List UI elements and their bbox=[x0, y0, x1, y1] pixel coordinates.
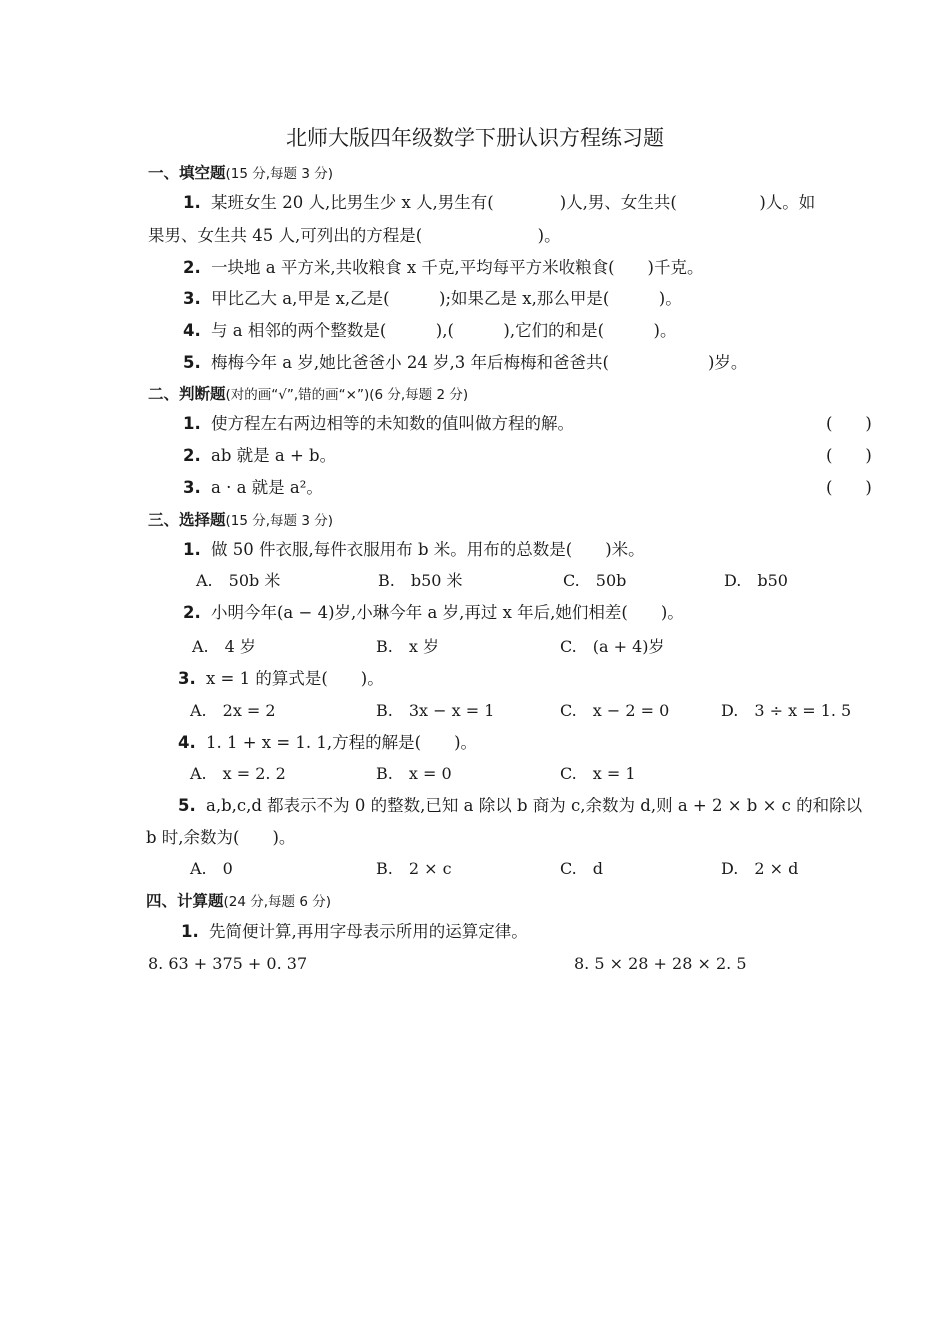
question-4-1 bbox=[181, 921, 528, 943]
section-note: (15 分,每题 3 分) bbox=[225, 166, 333, 182]
question-1-2 bbox=[183, 257, 704, 279]
question-text: 甲比乙大 a,甲是 x,乙是( );如果乙是 x,那么甲是( )。 bbox=[211, 289, 682, 308]
question-number: 1. bbox=[181, 922, 199, 941]
question-number: 4. bbox=[183, 321, 201, 340]
option-b: B. x = 0 bbox=[376, 764, 452, 783]
question-number: 1. bbox=[183, 193, 201, 212]
option-b: B. 2 × c bbox=[376, 859, 452, 878]
option-d: D. 2 × d bbox=[721, 859, 799, 878]
question-text: 某班女生 20 人,比男生少 x 人,男生有( )人,男、女生共( )人。如 bbox=[211, 193, 816, 212]
question-number: 2. bbox=[183, 258, 201, 277]
question-text: a · a 就是 a²。 bbox=[211, 478, 323, 497]
question-text: 使方程左右两边相等的未知数的值叫做方程的解。 bbox=[211, 414, 574, 433]
question-3-5-continued: b 时,余数为( )。 bbox=[146, 828, 296, 847]
section-note: (15 分,每题 3 分) bbox=[225, 513, 333, 529]
option-a: A. 0 bbox=[190, 859, 233, 878]
question-number: 3. bbox=[178, 669, 196, 688]
answer-paren: ( ) bbox=[826, 414, 872, 433]
option-c: C. (a + 4)岁 bbox=[560, 637, 665, 656]
section-note: (对的画“√”,错的画“×”)(6 分,每题 2 分) bbox=[225, 387, 469, 403]
option-a: A. 4 岁 bbox=[192, 637, 256, 656]
question-number: 2. bbox=[183, 446, 201, 465]
question-number: 5. bbox=[183, 353, 201, 372]
question-number: 1. bbox=[183, 414, 201, 433]
question-text: 先简便计算,再用字母表示所用的运算定律。 bbox=[209, 922, 528, 941]
option-c: C. 50b bbox=[563, 571, 627, 590]
option-a: A. 2x = 2 bbox=[190, 701, 276, 720]
question-number: 5. bbox=[178, 796, 196, 815]
question-1-3 bbox=[183, 288, 682, 310]
section-judgement-heading bbox=[148, 383, 468, 406]
section-calculation-heading bbox=[146, 890, 331, 913]
question-1-4 bbox=[183, 320, 676, 342]
calc-expression-2: 8. 5 × 28 + 28 × 2. 5 bbox=[574, 954, 747, 973]
option-b: B. x 岁 bbox=[376, 637, 439, 656]
question-text: 与 a 相邻的两个整数是( ),( ),它们的和是( )。 bbox=[211, 321, 677, 340]
question-text: 小明今年(a − 4)岁,小琳今年 a 岁,再过 x 年后,她们相差( )。 bbox=[211, 603, 684, 622]
question-1-1 bbox=[183, 192, 815, 214]
option-b: B. 3x − x = 1 bbox=[376, 701, 495, 720]
question-number: 3. bbox=[183, 478, 201, 497]
question-text: x = 1 的算式是( )。 bbox=[206, 669, 384, 688]
question-2-3 bbox=[183, 477, 323, 499]
question-number: 3. bbox=[183, 289, 201, 308]
option-a: A. x = 2. 2 bbox=[190, 764, 286, 783]
question-text: 做 50 件衣服,每件衣服用布 b 米。用布的总数是( )米。 bbox=[211, 540, 645, 559]
question-number: 2. bbox=[183, 603, 201, 622]
option-d: D. b50 bbox=[724, 571, 788, 590]
question-number: 1. bbox=[183, 540, 201, 559]
section-title: 三、选择题 bbox=[148, 511, 226, 529]
answer-paren: ( ) bbox=[826, 478, 872, 497]
option-c: C. x = 1 bbox=[560, 764, 636, 783]
question-text: 梅梅今年 a 岁,她比爸爸小 24 岁,3 年后梅梅和爸爸共( )岁。 bbox=[211, 353, 748, 372]
question-text: 1. 1 + x = 1. 1,方程的解是( )。 bbox=[206, 733, 478, 752]
question-2-1 bbox=[183, 413, 574, 435]
option-d: D. 3 ÷ x = 1. 5 bbox=[721, 701, 852, 720]
calc-expression-1: 8. 63 + 375 + 0. 37 bbox=[148, 954, 308, 973]
page-title: 北师大版四年级数学下册认识方程练习题 bbox=[286, 126, 664, 150]
section-note: (24 分,每题 6 分) bbox=[223, 894, 331, 910]
question-3-2 bbox=[183, 602, 684, 624]
question-number: 4. bbox=[178, 733, 196, 752]
option-a: A. 50b 米 bbox=[196, 571, 281, 590]
question-3-5 bbox=[178, 795, 862, 817]
question-3-1 bbox=[183, 539, 645, 561]
question-2-2 bbox=[183, 445, 336, 467]
option-c: C. x − 2 = 0 bbox=[560, 701, 670, 720]
answer-paren: ( ) bbox=[826, 446, 872, 465]
question-1-5 bbox=[183, 352, 747, 374]
question-text: 一块地 a 平方米,共收粮食 x 千克,平均每平方米收粮食( )千克。 bbox=[211, 258, 704, 277]
question-text: a,b,c,d 都表示不为 0 的整数,已知 a 除以 b 商为 c,余数为 d,则 a + 2 × b × c 的和除以 bbox=[206, 796, 863, 815]
section-fill-in-heading bbox=[148, 162, 333, 185]
section-choice-heading bbox=[148, 509, 333, 532]
question-1-1-continued: 果男、女生共 45 人,可列出的方程是( )。 bbox=[148, 226, 561, 245]
option-b: B. b50 米 bbox=[378, 571, 463, 590]
question-3-4 bbox=[178, 732, 477, 754]
section-title: 二、判断题 bbox=[148, 385, 226, 403]
section-title: 四、计算题 bbox=[146, 892, 224, 910]
question-text: ab 就是 a + b。 bbox=[211, 446, 337, 465]
section-title: 一、填空题 bbox=[148, 164, 226, 182]
question-3-3 bbox=[178, 668, 384, 690]
option-c: C. d bbox=[560, 859, 604, 878]
